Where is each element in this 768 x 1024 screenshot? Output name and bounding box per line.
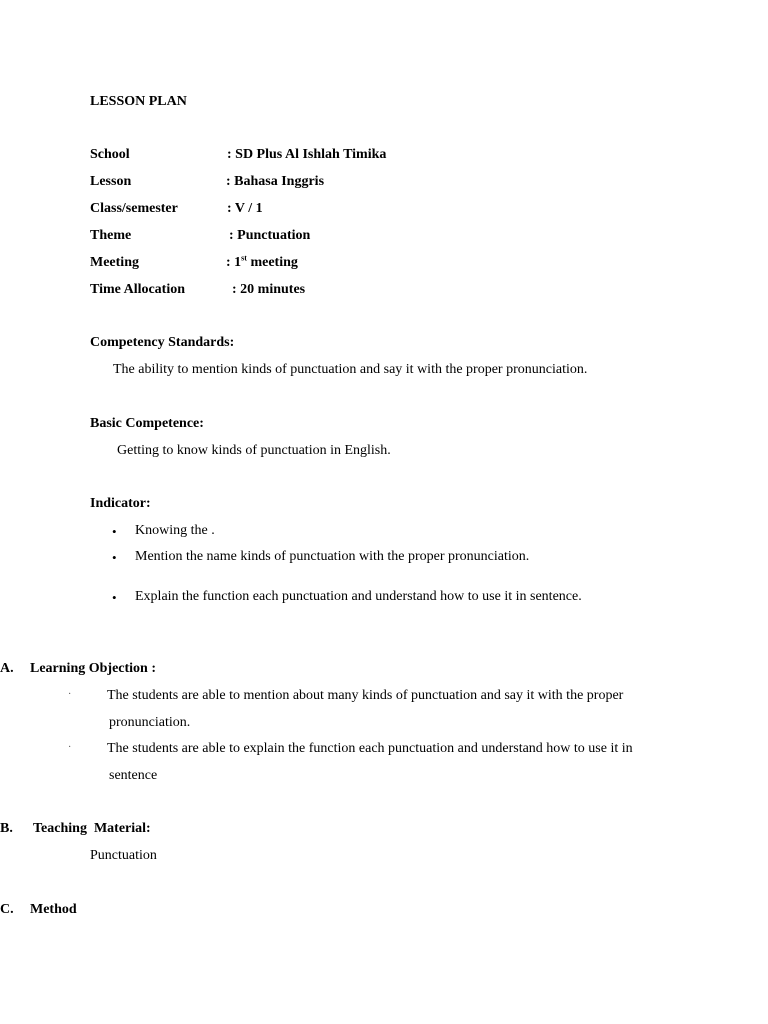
bullet-icon: • <box>112 590 117 605</box>
info-label-meeting: Meeting <box>90 255 139 270</box>
dot-icon: · <box>68 742 72 753</box>
info-value-theme: : Punctuation <box>229 228 311 243</box>
info-label-school: School <box>90 147 130 162</box>
basic-competence-heading: Basic Competence: <box>90 416 204 431</box>
section-b-letter: B. <box>0 821 13 836</box>
info-value-meeting: : 1st meeting <box>226 253 298 270</box>
bullet-icon: • <box>112 550 117 565</box>
basic-competence-text: Getting to know kinds of punctuation in English. <box>117 443 391 458</box>
dot-icon: · <box>68 689 72 700</box>
section-c-heading: Method <box>30 902 77 917</box>
objective-item-line: The students are able to mention about many kinds of punctuation and say it with the proper <box>107 688 624 703</box>
section-a-heading: Learning Objection : <box>30 661 156 676</box>
info-value-lesson: : Bahasa Inggris <box>226 174 325 189</box>
section-a-letter: A. <box>0 661 14 676</box>
competency-text: The ability to mention kinds of punctuation and say it with the proper pronunciation. <box>113 362 588 377</box>
section-b-heading: Teaching Material: <box>33 821 151 836</box>
section-c-letter: C. <box>0 902 14 917</box>
info-value-time: : 20 minutes <box>232 282 306 297</box>
objective-item-line: pronunciation. <box>109 715 191 730</box>
indicator-item: Knowing the . <box>135 523 215 538</box>
info-label-time: Time Allocation <box>90 282 186 297</box>
info-label-theme: Theme <box>90 228 132 243</box>
bullet-icon: • <box>112 524 117 539</box>
info-value-class: : V / 1 <box>227 201 263 216</box>
teaching-material-text: Punctuation <box>90 848 157 863</box>
indicator-item: Explain the function each punctuation and understand how to use it in sentence. <box>135 589 582 604</box>
info-label-class: Class/semester <box>90 201 178 216</box>
indicator-heading: Indicator: <box>90 496 151 511</box>
objective-item-line: The students are able to explain the function each punctuation and understand how to use it in <box>107 741 633 756</box>
objective-item-line: sentence <box>109 768 158 783</box>
info-label-lesson: Lesson <box>90 174 132 189</box>
page-title: LESSON PLAN <box>90 94 187 109</box>
info-value-school: : SD Plus Al Ishlah Timika <box>227 147 387 162</box>
competency-heading: Competency Standards: <box>90 335 235 350</box>
indicator-item: Mention the name kinds of punctuation with the proper pronunciation. <box>135 549 530 564</box>
